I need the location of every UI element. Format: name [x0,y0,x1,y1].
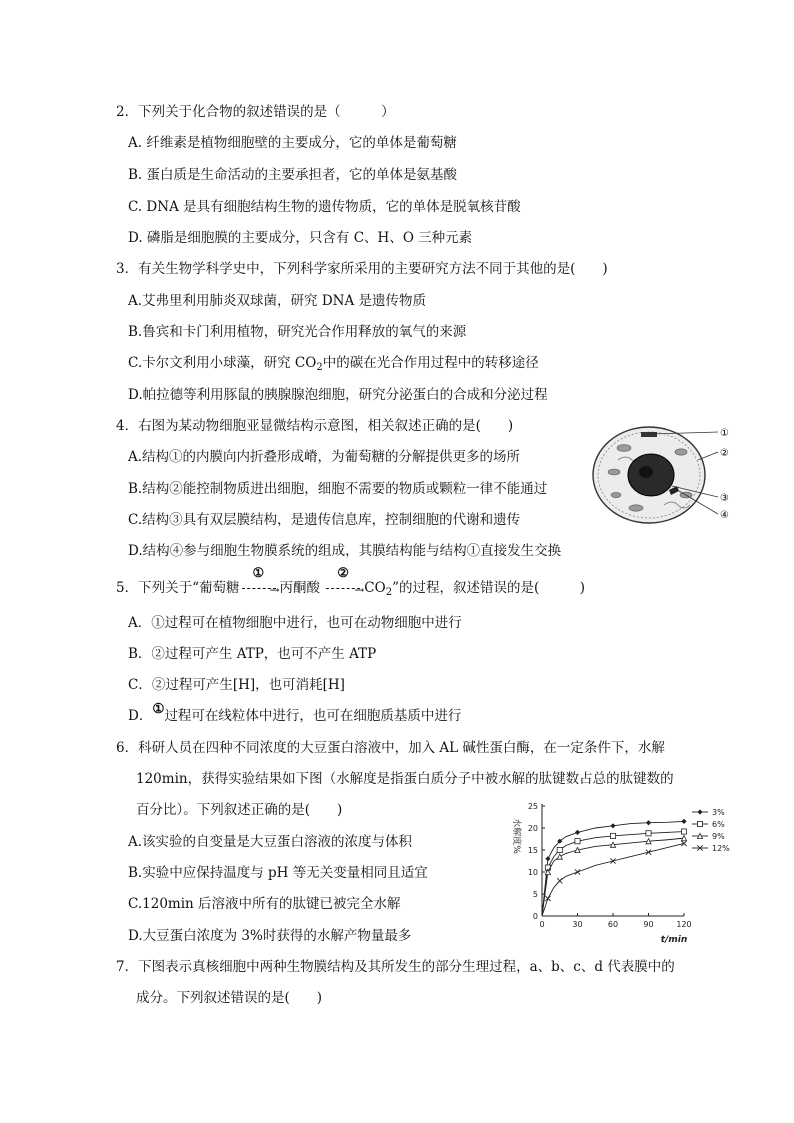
x-axis-label: t/min [660,935,688,945]
q5-stem-co: CO [364,580,386,596]
y-tick-label-1: 5 [532,890,538,899]
series-line-2 [542,838,684,916]
legend-marker-0 [697,809,702,814]
legend-label-3: 12% [712,844,730,853]
series-1-point-7 [610,833,615,838]
q7-stem-line2: 成分。下列叙述错误的是( ) [136,990,323,1006]
series-0-point-1 [545,856,550,861]
cell-diagram [586,420,746,530]
q5-arrow-1-label: ① [252,566,265,581]
q6-stem-line1: 6．科研人员在四种不同浓度的大豆蛋白溶液中，加入 AL 碱性蛋白酶，在一定条件下，水解 [116,740,665,756]
q5-stem-pre: 5．下列关于“葡萄糖 [116,580,240,596]
q5-option-c: C．②过程可产生[H]，也可消耗[H] [128,677,345,693]
series-2-point-3 [557,854,562,859]
q6-stem-line3: 百分比）。下列叙述正确的是( ) [136,802,343,818]
q2-option-c: C. DNA 是具有细胞结构生物的遗传物质，它的单体是脱氧核苷酸 [128,199,521,215]
arrow-right-icon: → [354,583,365,597]
cell-label-3: ③ [720,493,729,504]
q5-d-post: 过程可在线粒体中进行，也可在细胞质基质中进行 [164,708,462,724]
q3-c-subscript: 2 [316,362,323,373]
q2-option-d: D. 磷脂是细胞膜的主要成分，只含有 C、H、O 三种元素 [128,230,473,246]
q5-stem-post: ”的过程，叙述错误的是( ) [392,580,586,596]
y-tick-label-4: 20 [527,824,538,833]
q5-d-pre: D． [128,708,153,724]
q4-stem: 4．右图为某动物细胞亚显微结构示意图，相关叙述正确的是( ) [116,418,514,434]
cell-label-4: ④ [720,510,729,521]
q3-c-text-post: 中的碳在光合作用过程中的转移途径 [322,355,539,371]
q5-option-d [128,701,462,726]
q5-d-num: ① [152,701,165,717]
legend-marker-1 [697,821,702,826]
q3-option-c [128,353,539,373]
q5-arrow-1 [240,566,280,598]
series-3-point-3 [557,878,562,883]
legend-label-1: 6% [712,820,725,829]
cell-label-2: ② [720,448,729,459]
q6-stem-line2: 120min，获得实验结果如下图（水解度是指蛋白质分子中被水解的肽键数占总的肽键数的 [136,771,674,787]
series-0-point-11 [681,819,686,824]
q3-option-d: D.帕拉德等利用豚鼠的胰腺腺泡细胞，研究分泌蛋白的合成和分泌过程 [128,387,548,403]
q2-option-b: B. 蛋白质是生命活动的主要承担者，它的单体是氨基酸 [128,167,458,183]
x-tick-label-1: 30 [572,920,583,929]
q5-arrow-2-label: ② [337,566,349,581]
series-1-point-11 [681,829,686,834]
hydrolysis-chart [496,800,746,946]
q3-option-a: A.艾弗里利用肺炎双球菌，研究 DNA 是遗传物质 [128,293,427,309]
series-3-point-1 [545,896,550,901]
q2-stem: 2．下列关于化合物的叙述错误的是（ ） [116,104,395,120]
series-1-point-3 [557,847,562,852]
q6-option-a: A.该实验的自变量是大豆蛋白溶液的浓度与体积 [128,834,413,850]
y-tick-label-5: 25 [527,802,538,811]
x-tick-label-3: 90 [643,920,654,929]
q5-stem-subscript: 2 [385,587,393,598]
series-0-point-5 [575,830,580,835]
y-tick-label-0: 0 [532,912,538,921]
y-tick-label-3: 15 [527,846,538,855]
q5-stem [116,566,586,598]
series-1-point-9 [646,831,651,836]
x-tick-label-4: 120 [676,920,692,929]
q6-option-d: D.大豆蛋白浓度为 3%时获得的水解产物量最多 [128,928,412,944]
series-0-point-9 [646,820,651,825]
q3-c-text-pre: C.卡尔文利用小球藻，研究 CO [128,355,317,371]
q5-option-b: B．②过程可产生 ATP，也可不产生 ATP [128,646,377,662]
q7-stem-line1: 7．下图表示真核细胞中两种生物膜结构及其所发生的部分生理过程，a、b、c、d 代表膜中的 [116,959,675,975]
q3-stem: 3．有关生物学科学史中，下列科学家所采用的主要研究方法不同于其他的是( ) [116,261,608,277]
q6-option-b: B.实验中应保持温度与 pH 等无关变量相同且适宜 [128,865,428,881]
series-1-point-5 [575,839,580,844]
series-0-point-7 [610,823,615,828]
q4-option-a: A.结构①的内膜向内折叠形成嵴，为葡萄糖的分解提供更多的场所 [128,449,521,465]
q5-arrow-2 [324,566,365,598]
x-tick-label-0: 0 [539,920,545,929]
y-tick-label-2: 10 [527,868,538,877]
legend-label-2: 9% [712,832,725,841]
y-axis-label: 水解度% [511,818,521,854]
cell-label-1: ① [720,428,729,439]
q2-option-a: A. 纤维素是植物细胞壁的主要成分，它的单体是葡萄糖 [128,135,457,151]
q3-option-b: B.鲁宾和卡门利用植物，研究光合作用释放的氧气的来源 [128,324,467,340]
q6-option-c: C.120min 后溶液中所有的肽键已被完全水解 [128,896,401,912]
q5-stem-mid: 丙酮酸 [279,580,320,596]
legend-label-0: 3% [712,808,725,817]
q4-option-d: D.结构④参与细胞生物膜系统的组成，其膜结构能与结构①直接发生交换 [128,543,562,559]
arrow-right-icon: → [269,583,280,597]
q4-option-b: B.结构②能控制物质进出细胞，细胞不需要的物质或颗粒一律不能通过 [128,481,548,497]
q4-option-c: C.结构③具有双层膜结构，是遗传信息库，控制细胞的代谢和遗传 [128,512,521,528]
q5-option-a: A．①过程可在植物细胞中进行，也可在动物细胞中进行 [128,615,462,631]
x-tick-label-2: 60 [607,920,619,929]
series-3-point-5 [575,869,580,874]
